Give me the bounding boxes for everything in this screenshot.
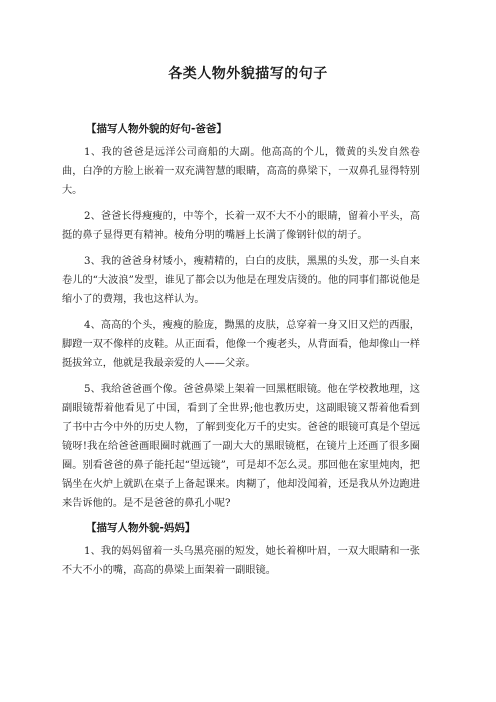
paragraph: 2、爸爸长得瘦瘦的，中等个，长着一双不大不小的眼睛，留着小平头，高挺的鼻子显得更有精神。棱角分明的嘴唇上长满了像钢针似的胡子。 [62, 211, 420, 241]
paragraph: 4、高高的个头，瘦瘦的脸庞，黝黑的皮肤，总穿着一身又旧又烂的西服，脚蹬一双不像样的皮鞋。从正面看，他像一个瘦老头，从背面看，他却像山一样挺拔耸立，他就是我最亲爱的人——父亲。 [62, 320, 420, 369]
section-father [62, 121, 420, 513]
paragraph: 5、我给爸爸画个像。爸爸鼻梁上架着一回黑框眼镜。他在学校教地理，这副眼镜帮着他看见了中国，看到了全世界;他也教历史，这副眼镜又帮着他看到了书中古今中外的历史人物，了解到变化万千的史实。爸爸的眼镜可真是个望远镜呀!我在给爸爸画眼圈时就画了一副大大的黑眼镜框，在镜片上还画了很多圈圈。别看爸爸的鼻子能托起“望远镜”，可是却不怎么灵。那回他在家里炖肉，把锅坐在火炉上就趴在桌子上备起课来。肉糊了，他却没闻着，还是我从外边跑进来告诉他的。是不是爸爸的鼻孔小呢? [62, 384, 420, 509]
section-heading: 【描写人物外貌的好句-爸爸】 [86, 123, 227, 135]
paragraph: 3、我的爸爸身材矮小，瘦精精的，白白的皮肤，黑黑的头发，那一头自来卷儿的“大波浪”发型，谁见了都会以为他是在理发店烫的。他的同事们都说他是缩小了的费翔，我也这样认为。 [62, 256, 420, 305]
paragraph: 1、我的妈妈留着一头乌黑亮丽的短发，她长着柳叶眉，一双大眼睛和一张不大不小的嘴，高高的鼻梁上面架着一副眼镜。 [62, 546, 420, 576]
section-mother [62, 520, 420, 580]
document-title: 各类人物外貌描写的句子 [168, 66, 328, 82]
section-heading: 【描写人物外貌-妈妈】 [86, 522, 196, 534]
document-body [62, 121, 420, 587]
paragraph: 1、我的爸爸是远洋公司商船的大副。他高高的个儿，微黄的头发自然卷曲，白净的方脸上嵌着一双充满智慧的眼睛，高高的鼻梁下，一双鼻孔显得特别大。 [62, 147, 420, 196]
